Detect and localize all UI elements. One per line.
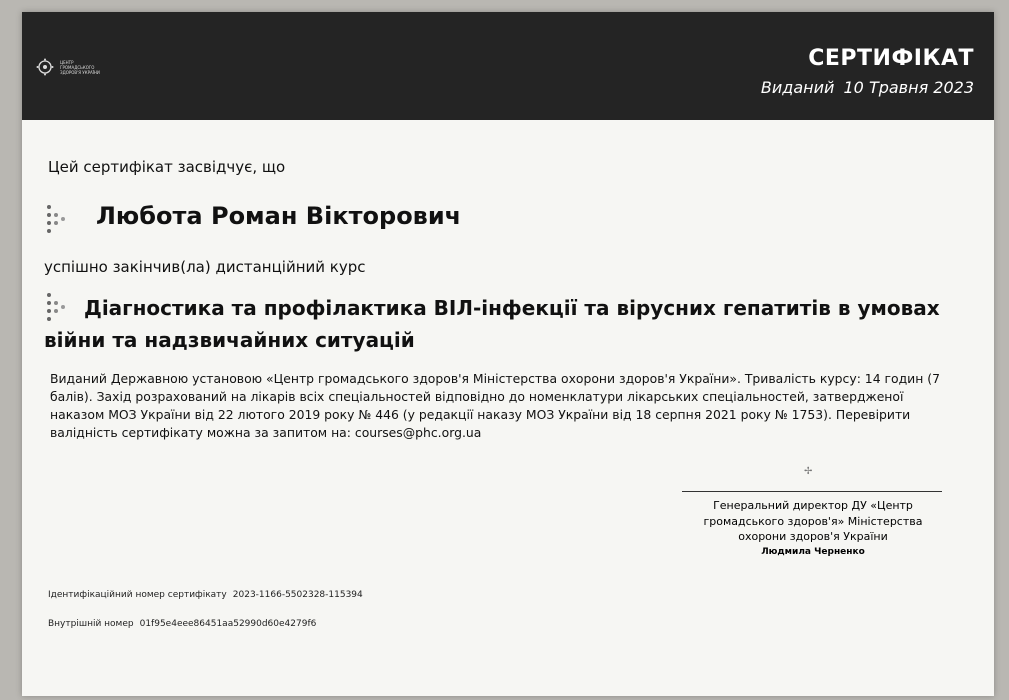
internal-number — [48, 619, 316, 629]
phc-logo-icon — [36, 58, 54, 76]
dots-decoration-icon — [44, 204, 70, 238]
internal-number-value: 01f95e4eee86451aa52990d60e4279f6 — [139, 619, 317, 629]
issued-label: Виданий — [760, 78, 835, 97]
signature-line — [682, 491, 942, 492]
course-title: Діагностика та профілактика ВІЛ-інфекції та вірусних гепатитів в умовах війни та надзвичайних ситуацій — [44, 296, 940, 352]
recipient-name: Любота Роман Вікторович — [96, 202, 462, 230]
certificate-id — [48, 590, 363, 600]
certificate-id-label: Ідентифікаційний номер сертифікату — [48, 590, 227, 600]
certificate-id-value: 2023-1166-5502328-115394 — [232, 590, 363, 600]
logo — [36, 58, 106, 76]
logo-text: ЦЕНТР ГРОМАДСЬКОГО ЗДОРОВ'Я УКРАЇНИ — [60, 59, 100, 75]
issued-date: 10 Травня 2023 — [843, 78, 974, 97]
internal-number-label: Внутрішній номер — [48, 619, 134, 629]
certificate-header — [22, 12, 994, 120]
issued-date-line — [761, 78, 974, 97]
signatory-title: Генеральний директор ДУ «Центр громадського здоров'я» Міністерства охорони здоров'я України — [703, 499, 923, 543]
signatory-name: Людмила Черненко — [761, 547, 865, 557]
certificate-sheet — [22, 12, 994, 696]
certificate-title: СЕРТИФІКАТ — [808, 46, 974, 71]
intro-text: Цей сертифікат засвідчує, що — [48, 158, 286, 176]
completed-text: успішно закінчив(ла) дистанційний курс — [44, 258, 366, 276]
pen-mark-icon: ✢ — [804, 466, 813, 477]
certificate-description: Виданий Державною установою «Центр громадського здоров'я Міністерства охорони здоров'я України». Тривалість курсу: 14 годин (7 балів). Захід розрахований на лікарів всіх спеціальностей відповідно до номенклатури лікарських спеціальностей, затвердженої наказом МОЗ України від 22 лютого 2019 року № 446 (у редакції наказу МОЗ України від 18 серпня 2021 року № 1753). Перевірити валідність сертифікату можна за запитом на: courses@phc.org.ua — [50, 371, 940, 440]
